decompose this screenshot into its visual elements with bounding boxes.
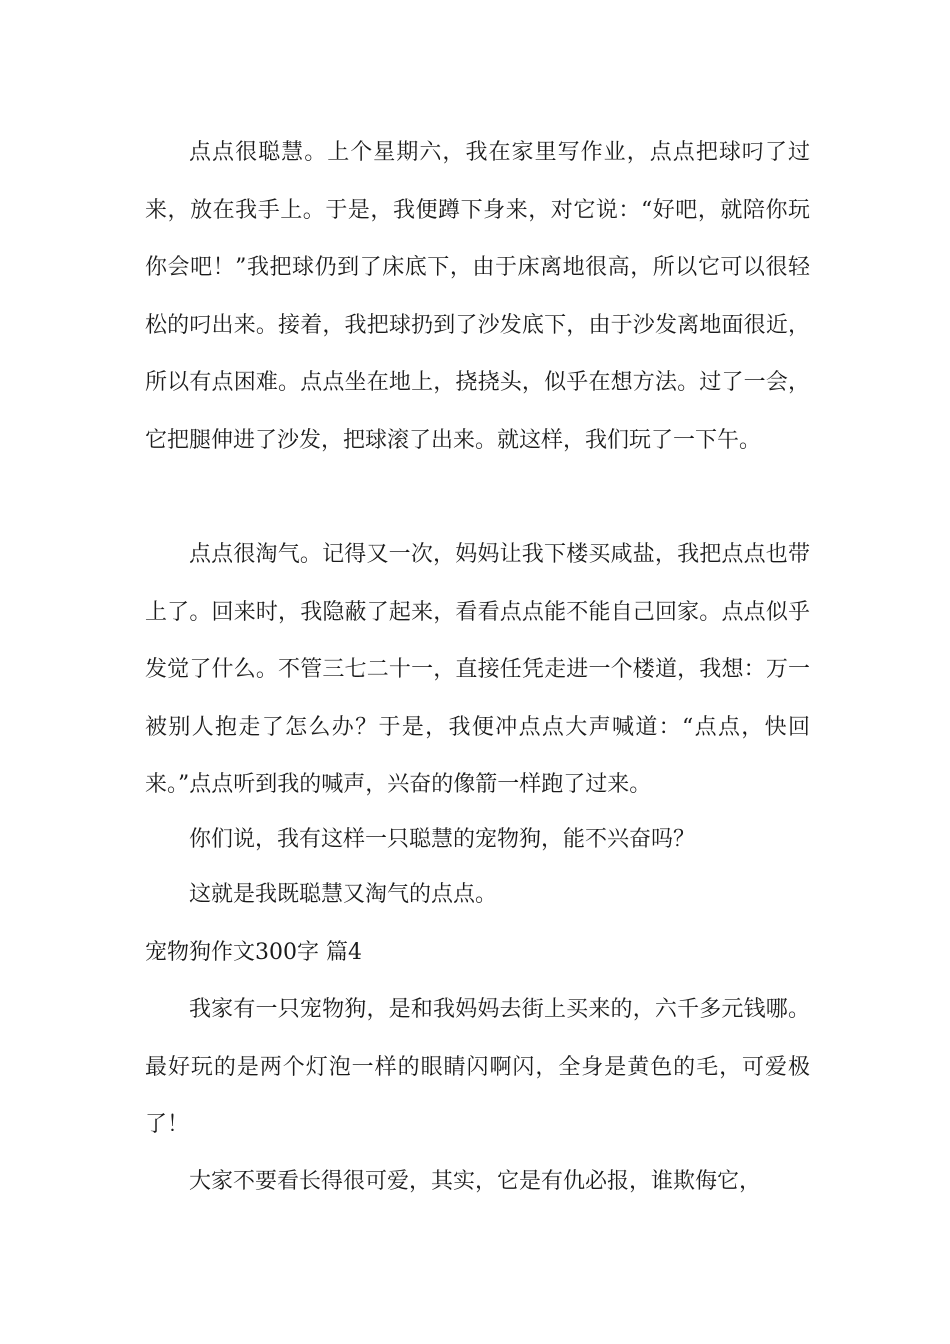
paragraph-naughty: 点点很淘气。记得又一次，妈妈让我下楼买咸盐，我把点点也带上了。回来时，我隐蔽了起来，看看点点能不能自己回家。点点似乎发觉了什么。不管三七二十一，直接任凭走进一个楼道，我想：万一被别人抱走了怎么办？于是，我便冲点点大声喊道：“点点，快回来。”点点听到我的喊声，兴奋的像箭一样跑了过来。 bbox=[145, 542, 810, 797]
paragraph-revenge: 大家不要看长得很可爱，其实，它是有仇必报，谁欺侮它， bbox=[189, 1169, 762, 1194]
section-heading: 宠物狗作文300字 篇4 bbox=[145, 940, 362, 965]
paragraph-conclusion: 这就是我既聪慧又淘气的点点。 bbox=[189, 882, 498, 907]
paragraph-smart: 点点很聪慧。上个星期六，我在家里写作业，点点把球叼了过来，放在我手上。于是，我便蹲下身来，对它说：“好吧，就陪你玩你会吧！”我把球仍到了床底下，由于床离地很高，所以它可以很轻松的叼出来。接着，我把球扔到了沙发底下，由于沙发离地面很近，所以有点困难。点点坐在地上，挠挠头，似乎在想方法。过了一会，它把腿伸进了沙发，把球滚了出来。就这样，我们玩了一下午。 bbox=[145, 140, 810, 453]
paragraph-question: 你们说，我有这样一只聪慧的宠物狗，能不兴奋吗？ bbox=[189, 827, 696, 852]
paragraph-intro: 我家有一只宠物狗，是和我妈妈去街上买来的，六千多元钱哪。最好玩的是两个灯泡一样的眼睛闪啊闪，全身是黄色的毛，可爱极了！ bbox=[145, 997, 810, 1137]
